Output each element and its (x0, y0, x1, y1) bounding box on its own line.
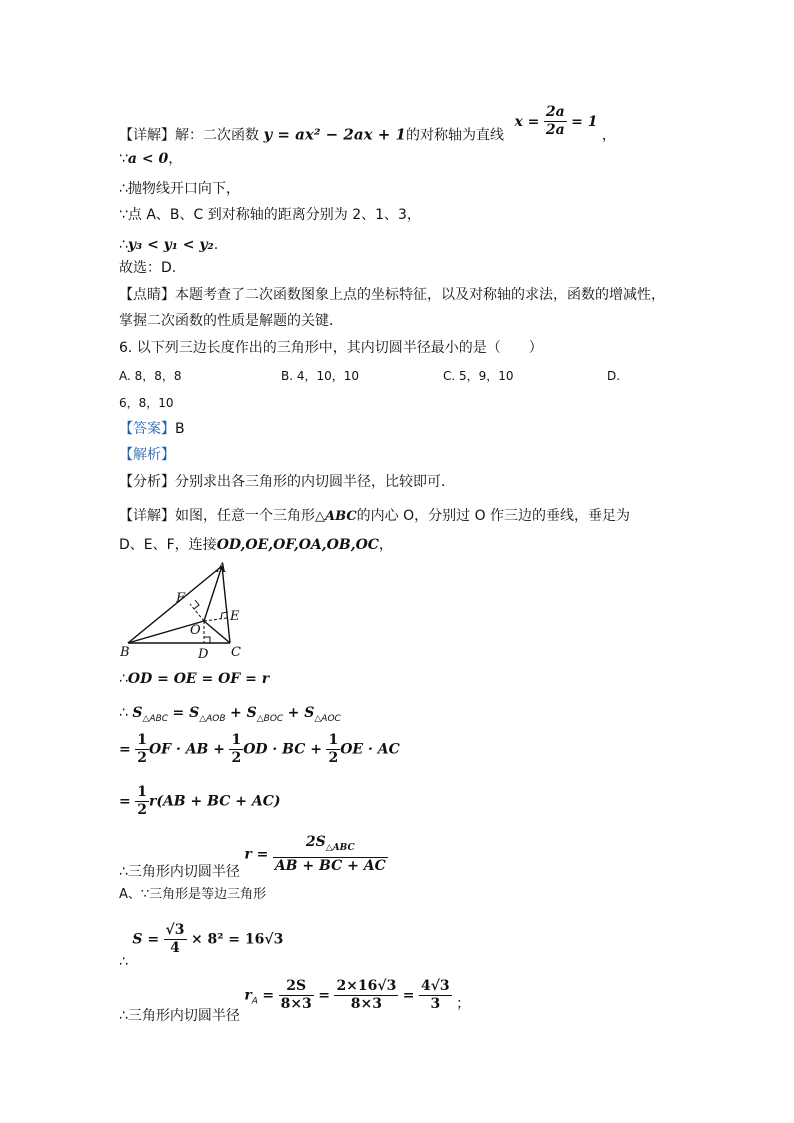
label-b: B (120, 645, 130, 660)
section-tag: 【分析】 (119, 474, 175, 490)
triangle-figure (116, 560, 256, 660)
equation-1: ∴OD = OE = OF = r (119, 671, 270, 687)
solution-line-1: 【详解】解：二次函数 y = ax² − 2ax + 1的对称轴为直线 x = $\frac{2a}{2a}$ = 1 ， (119, 104, 616, 144)
label-c: C (231, 645, 241, 660)
analysis-tag: 【解析】 (119, 447, 175, 463)
xiangjie-line-1: 【详解】如图，任意一个三角形△ABC的内心 O，分别过 O 作三边的垂线，垂足为 (119, 508, 631, 524)
equation-7: ∴ S = $\frac{√3}{4}$ × 8² = 16√3 (119, 922, 284, 970)
label-o: O (190, 623, 201, 638)
option-a: A. 8，8，8 (119, 369, 182, 383)
label-f: F (176, 591, 186, 606)
equation-3: = $\frac{1}{2}$ OF · AB + $\frac{1}{2}$ OD · BC + $\frac{1}{2}$ OE · AC (119, 732, 400, 766)
comment-line-2: 掌握二次函数的性质是解题的关键． (119, 313, 343, 329)
xiangjie-line-2: D、E、F，连接OD,OE,OF,OA,OB,OC， (119, 537, 393, 553)
answer-tag: 【答案】 (119, 421, 175, 437)
solution-line-6: 故选：D. (119, 260, 177, 276)
solution-line-4: ∵点 A、B、C 到对称轴的距离分别为 2、1、3， (119, 207, 421, 223)
question-6-stem: 6. 以下列三边长度作出的三角形中，其内切圆半径最小的是（ ） (119, 340, 543, 356)
equation-2: ∴ $S_{\triangle ABC} = S_{\triangle AOB} + S_{\triangle BOC} + S_{\triangle AOC}$ (119, 705, 341, 724)
label-e: E (230, 609, 240, 624)
option-b: B. 4，10，10 (281, 369, 360, 383)
equation-5: ∴三角形内切圆半径 r = $\frac{2S_{\triangle ABC}}{AB + BC + AC}$ (119, 834, 386, 881)
solution-line-5: ∴y₃ < y₁ < y₂. (119, 237, 219, 253)
answer-value: B (175, 421, 185, 437)
option-c: C. 5，9，10 (443, 369, 514, 383)
right-angle-d (204, 637, 210, 643)
segment-oc (204, 621, 230, 643)
side-ac (222, 566, 230, 643)
option-d: D. (607, 369, 621, 383)
equation-4: = $\frac{1}{2}$ r(AB + BC + AC) (119, 784, 281, 818)
answer-line (119, 420, 185, 438)
segment-oe (204, 618, 227, 621)
equation-6: A、∵三角形是等边三角形 (119, 887, 267, 902)
axis-formula: x = $\frac{2a}{2a}$ = 1 (514, 104, 598, 138)
right-angle-f (194, 600, 199, 609)
option-d-value: 6，8，10 (119, 396, 174, 410)
quadratic-formula: y = ax² − 2ax + 1 (263, 125, 406, 144)
side-ab (128, 566, 222, 643)
label-a: A (217, 561, 227, 576)
section-tag: 【点睛】 (119, 287, 175, 303)
comment-line-1: 【点睛】本题考查了二次函数图象上点的坐标特征，以及对称轴的求法，函数的增减性， (119, 287, 665, 303)
section-tag: 【详解】 (119, 127, 175, 144)
solution-line-3: ∴抛物线开口向下， (119, 181, 240, 197)
equation-8: ∴三角形内切圆半径 $r_A$ = $\frac{2S}{8\times 3}$ = $\frac{2\times 16√3}{8\times 3}$ = $\frac{4√3}{3}$ ； (119, 978, 471, 1024)
label-d: D (198, 647, 209, 660)
section-tag: 【详解】 (119, 508, 175, 524)
solution-line-2: ∵a < 0， (119, 151, 183, 167)
fenxi-line: 【分析】分别求出各三角形的内切圆半径，比较即可． (119, 474, 455, 490)
